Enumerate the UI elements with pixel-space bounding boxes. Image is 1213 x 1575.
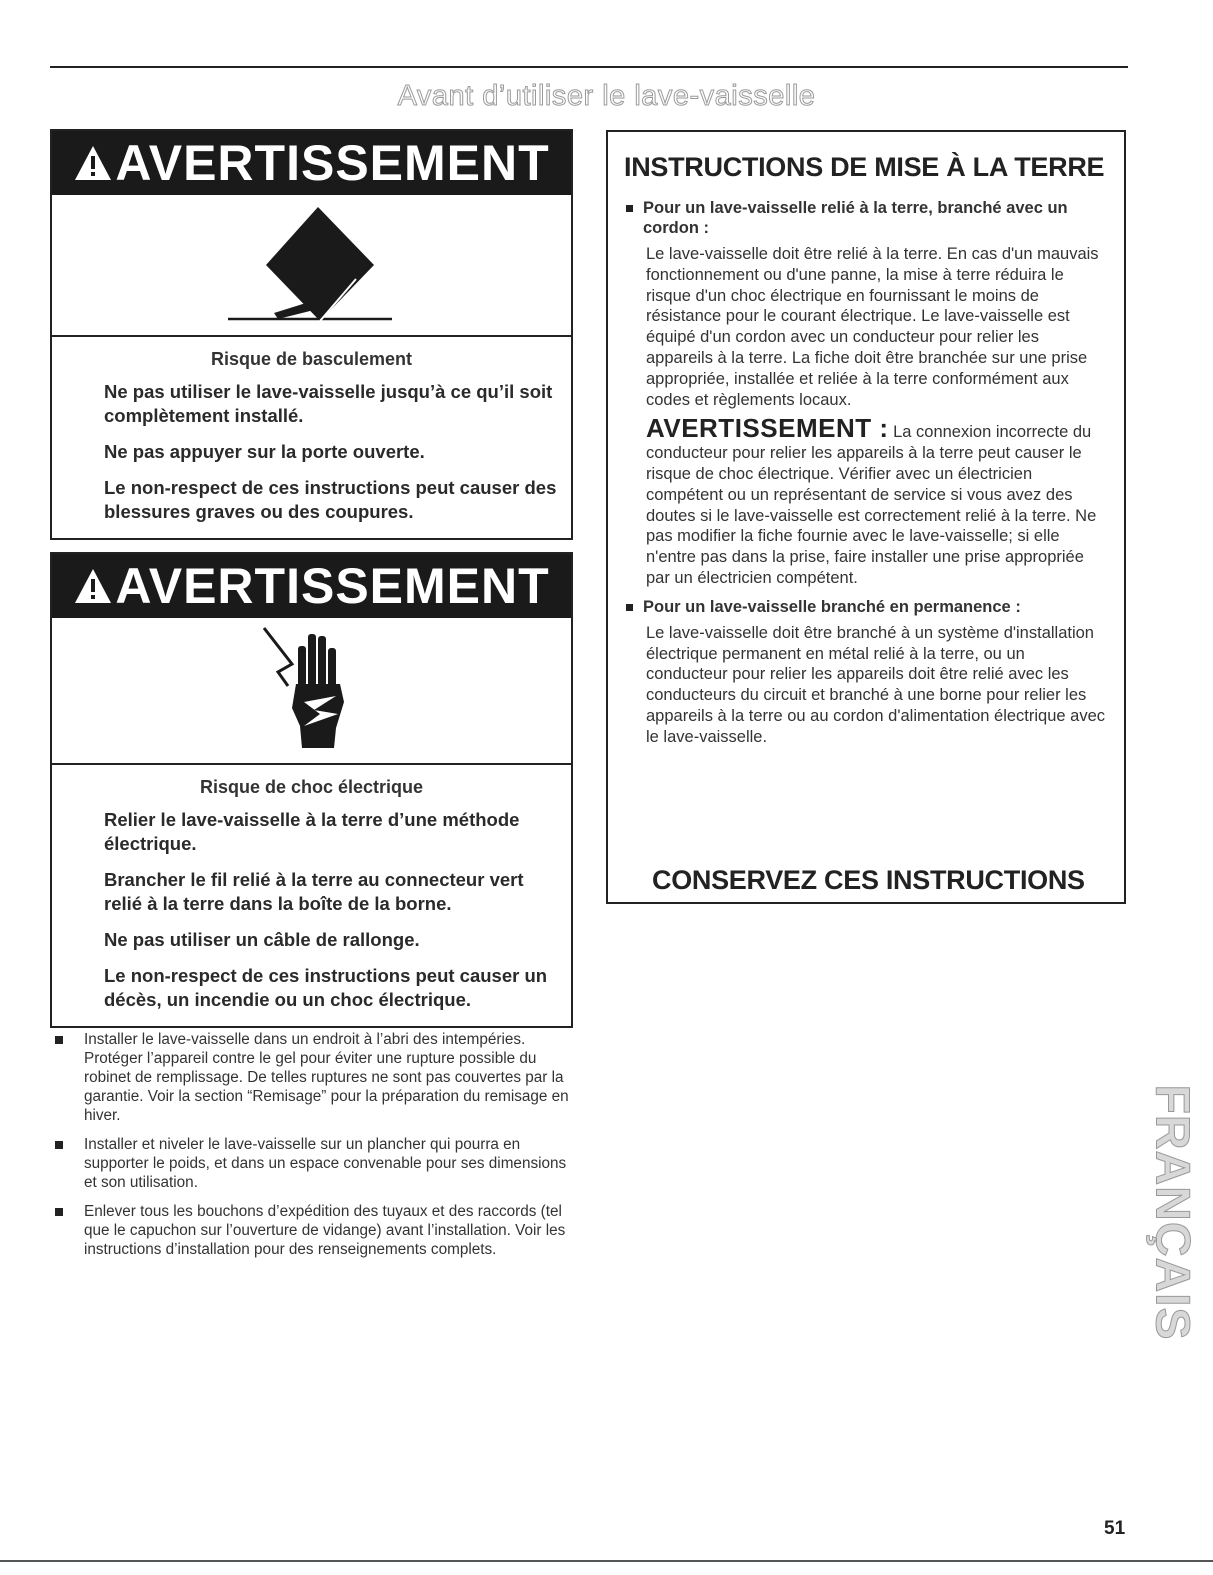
tip-over-icon [52, 195, 571, 335]
risk-title: Risque de choc électrique [199, 777, 424, 797]
warning-line: Le non-respect de ces instructions peut causer un décès, un incendie ou un choc électrique. [104, 965, 548, 1010]
page-header: Avant d’utiliser le lave-vaisselle [397, 80, 816, 112]
grounding-subheading-cord: Pour un lave-vaisselle relié à la terre, branché avec un cordon : [626, 198, 1110, 238]
tip-over-pictogram [52, 195, 571, 337]
warning-label: AVERTISSEMENT : [646, 413, 889, 444]
list-item: Installer le lave-vaisselle dans un endroit à l’abri des intempéries. Protéger l’appareil contre le gel pour éviter une rupture possible du robinet de remplissage. De telles ruptures ne sont pas couvertes par la garantie. Voir la section “Remisage” pour la préparation du remisage en hiver. [55, 1030, 570, 1125]
list-item: Installer et niveler le lave-vaisselle sur un plancher qui pourra en supporter le poids, et dans un espace convenable pour ses dimensions et son utilisation. [55, 1135, 570, 1192]
language-tab: FRANÇAIS [1145, 1084, 1199, 1340]
grounding-subheading-permanent: Pour un lave-vaisselle branché en permanence : [626, 597, 1110, 617]
bullet-square-icon [55, 1036, 63, 1044]
list-item: Enlever tous les bouchons d’expédition des tuyaux et des raccords (tel que le capuchon sur l’ouverture de vidange) avant l’installation. Voir les instructions d’installation pour des renseignements complets. [55, 1202, 570, 1259]
warning-box-tipping [50, 129, 573, 540]
warning-line: Ne pas appuyer sur la porte ouverte. [104, 441, 425, 462]
shock-pictogram [52, 618, 571, 765]
warning-banner: AVERTISSEMENT [52, 554, 571, 618]
warning-triangle-icon [73, 143, 113, 183]
bullet-square-icon [55, 1208, 63, 1216]
warning-line: Le non-respect de ces instructions peut causer des blessures graves ou des coupures. [104, 477, 557, 522]
grounding-paragraph: Le lave-vaisselle doit être branché à un système d'installation électrique permanent en métal relié à la terre, ou un conducteur pour relier les appareils doit être relié avec les conducteurs du circuit et branché à une borne pour relier les appareils à la terre ou au cordon d'alimentation électrique avec le lave-vaisselle. [646, 623, 1106, 746]
grounding-paragraph: Le lave-vaisselle doit être relié à la terre. En cas d'un mauvais fonctionnement ou d'une panne, la mise à terre réduira le risque d'un choc électrique en fournissant le moins de résistance pour le courant électrique. Le lave-vaisselle est équipé d'un cordon avec un conducteur pour relier les appareils à la terre. La fiche doit être branchée sur une prise appropriée, installée et reliée à la terre conformément aux codes et règlements locaux. [646, 245, 1099, 409]
warning-box-shock [50, 552, 573, 1028]
warning-line: Ne pas utiliser le lave-vaisselle jusqu’à ce qu’il soit complètement installé. [104, 381, 553, 426]
bullet-square-icon [626, 205, 633, 212]
grounding-warning: AVERTISSEMENT : La connexion incorrecte du conducteur pour relier les appareils à la terre peut causer le risque de choc électrique. Vérifier avec un électricien compétent ou un représentant de service si vous avez des doutes si le lave-vaisselle est correctement relié à la terre. Ne pas modifier la fiche fournie avec le lave-vaisselle; si elle n'entre pas dans la prise, faire installer une prise appropriée par un électricien compétent. [646, 413, 1097, 587]
grounding-instructions-box [606, 130, 1126, 904]
installation-notes [55, 1030, 570, 1269]
warning-line: Brancher le fil relié à la terre au connecteur vert relié à la terre dans la boîte de la borne. [104, 869, 524, 914]
risk-title: Risque de basculement [210, 349, 413, 369]
electric-shock-hand-icon [52, 618, 571, 763]
grounding-title: INSTRUCTIONS DE MISE À LA TERRE [624, 152, 1105, 182]
warning-banner: AVERTISSEMENT [52, 131, 571, 195]
warning-line: Relier le lave-vaisselle à la terre d’une méthode électrique. [104, 809, 520, 854]
bullet-square-icon [626, 604, 633, 611]
save-instructions-heading: CONSERVEZ CES INSTRUCTIONS [652, 865, 1085, 895]
warning-triangle-icon [73, 566, 113, 606]
top-rule [50, 66, 1128, 68]
page-number: 51 [1104, 1518, 1126, 1539]
bullet-square-icon [55, 1141, 63, 1149]
bottom-rule [0, 1560, 1213, 1562]
warning-line: Ne pas utiliser un câble de rallonge. [104, 929, 420, 950]
